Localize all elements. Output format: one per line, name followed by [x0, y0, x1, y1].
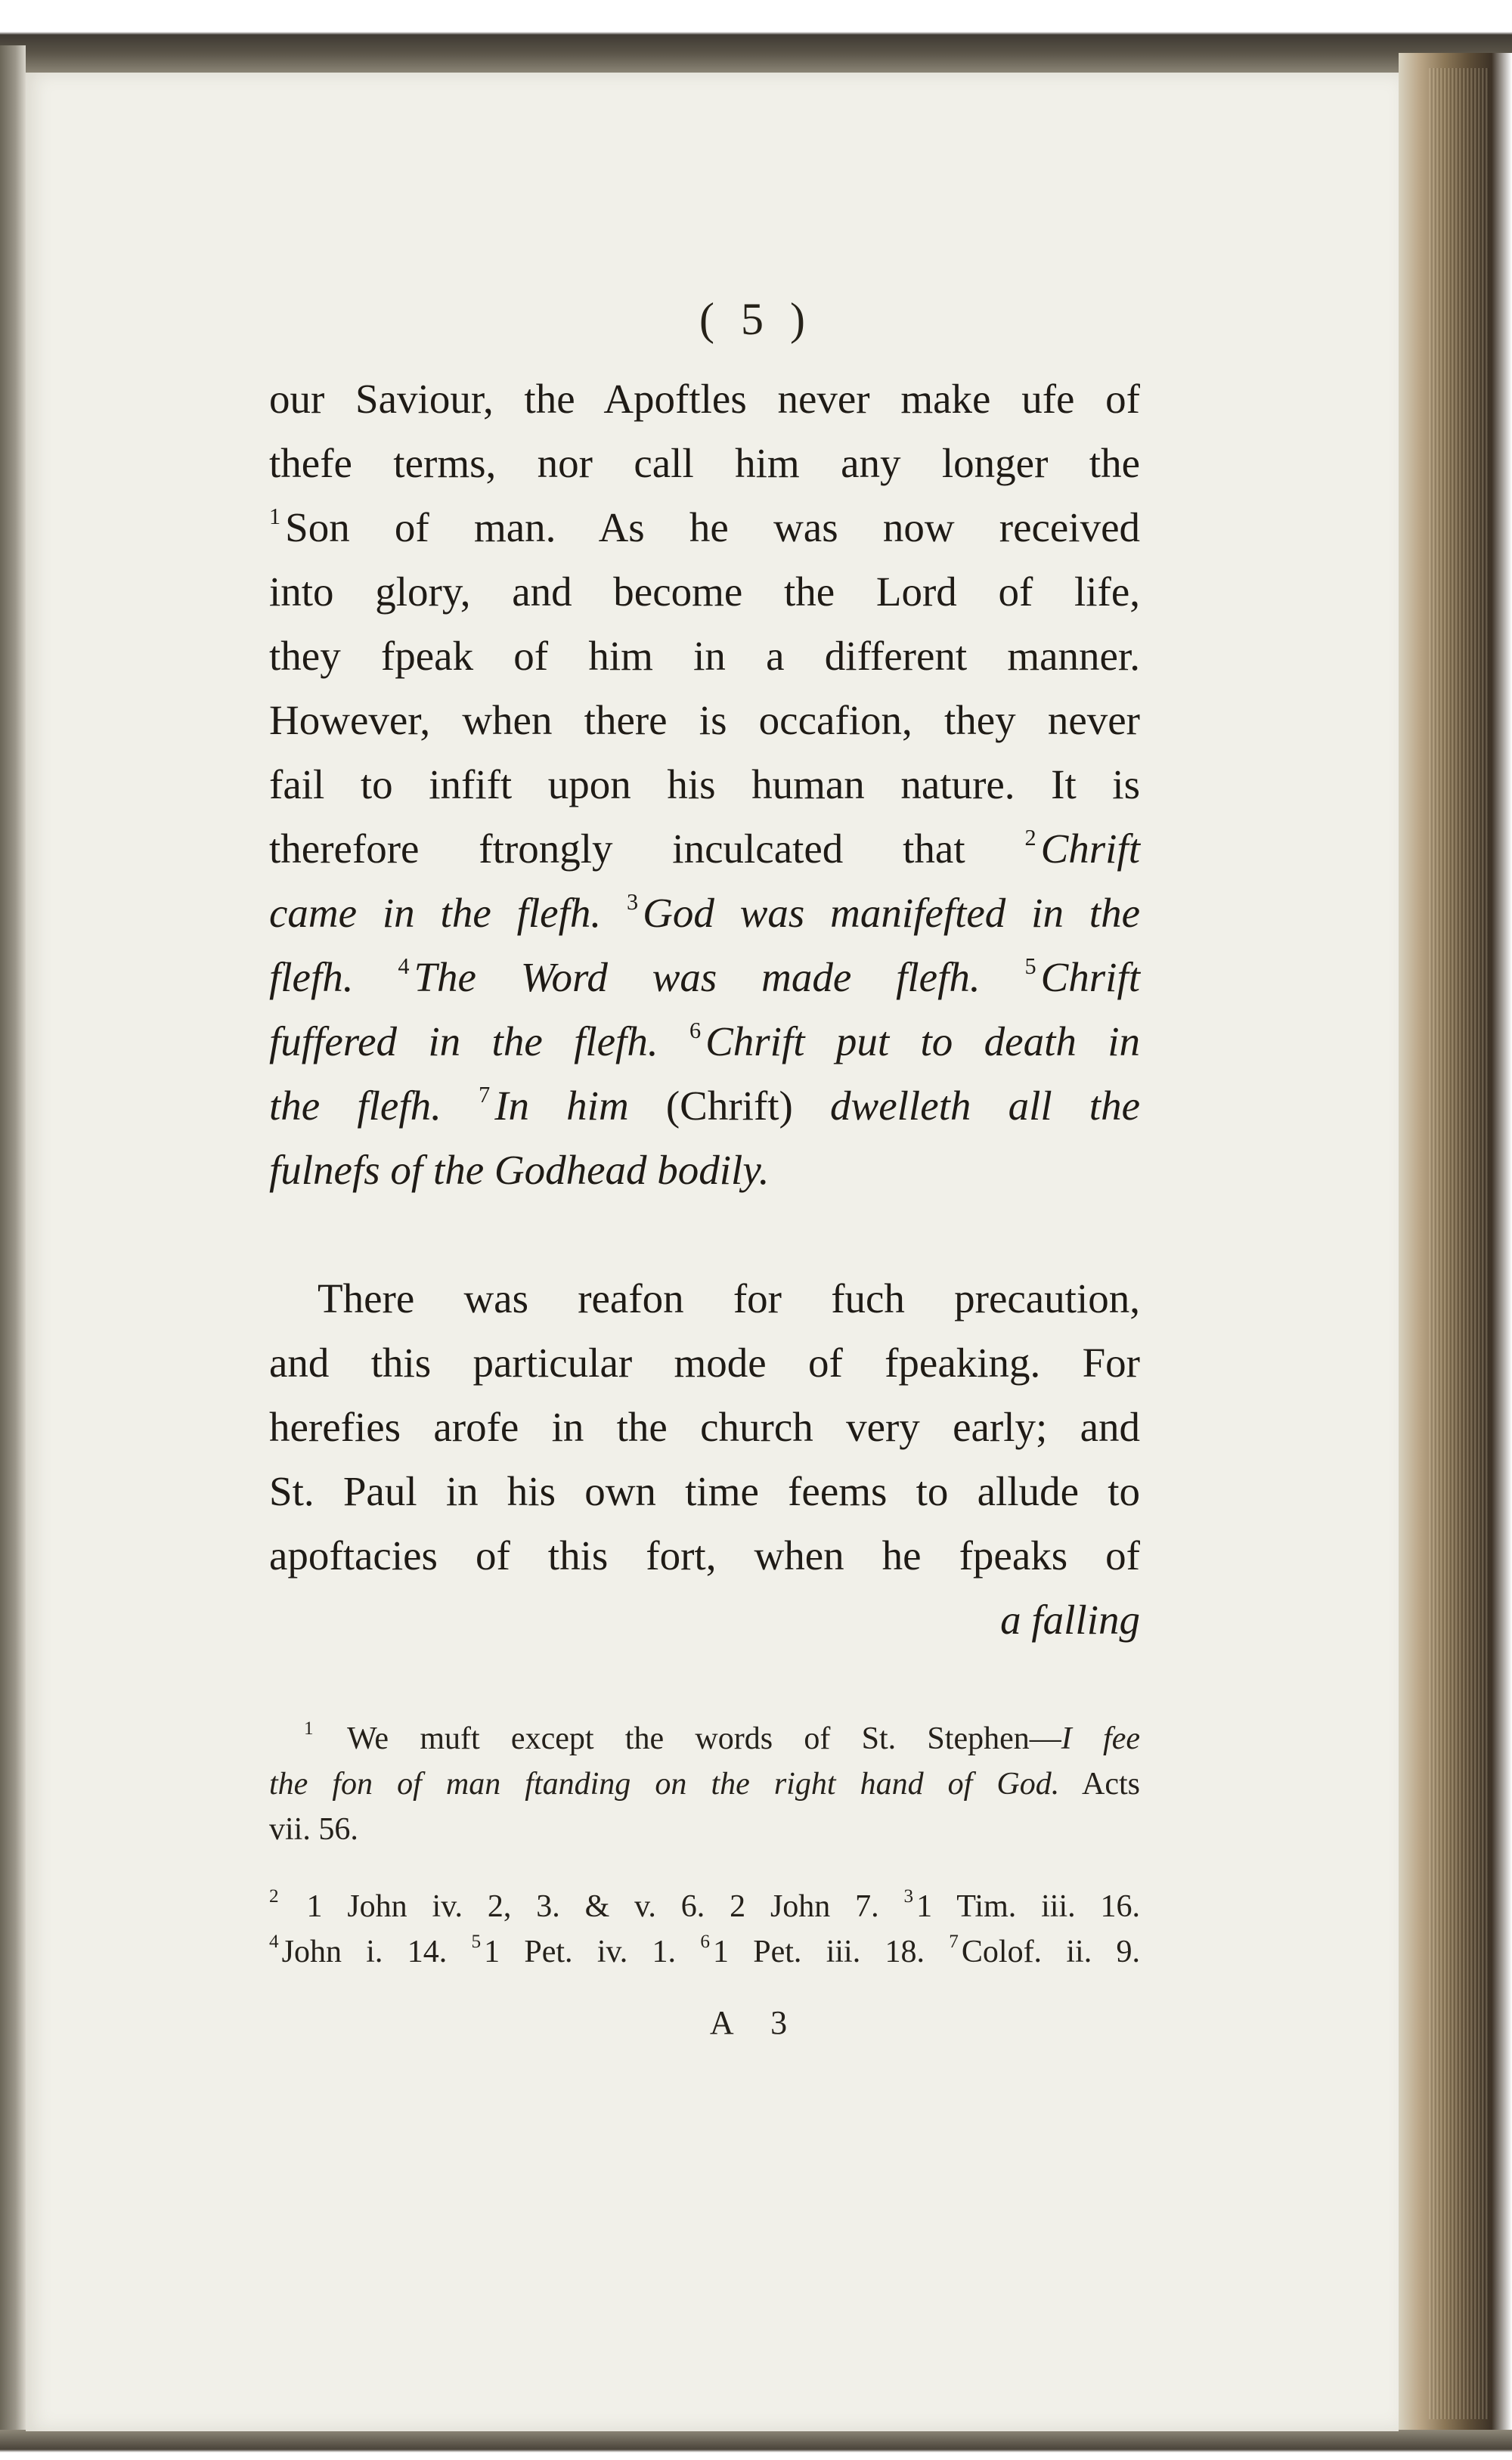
italic-text: came in the flefh. — [269, 890, 602, 936]
text-line — [269, 1395, 1140, 1459]
footnote-marker: 6 — [689, 1018, 702, 1044]
footnote-marker: 7 — [479, 1082, 491, 1108]
text-run: into glory, and become the Lord of life, — [269, 569, 1140, 615]
scan-frame-top — [0, 0, 1512, 83]
italic-text: fulnefs of the Godhead bodily. — [269, 1147, 770, 1193]
text-run: thefe terms, nor call him any longer the — [269, 440, 1140, 486]
italic-text: flefh. — [269, 954, 354, 1000]
footnote-marker: 3 — [626, 889, 639, 916]
scan-frame-bottom — [0, 2430, 1512, 2460]
text-run: St. Paul in his own time feems to allude to — [269, 1468, 1140, 1514]
text-line — [269, 367, 1140, 431]
text-line — [269, 431, 1140, 495]
text-line — [269, 881, 1140, 945]
text-run: apoftacies of this fort, when he fpeaks of — [269, 1532, 1140, 1579]
signature-mark: A 3 — [709, 2004, 803, 2041]
text-run: our Saviour, the Apoftles never make ufe of — [269, 376, 1140, 422]
text-run: John i. 14. — [281, 1935, 472, 1969]
text-run — [981, 954, 1025, 1000]
book-spine-edge — [0, 45, 26, 2442]
paragraph-gap — [269, 1202, 1140, 1266]
italic-text: a falling — [1000, 1597, 1140, 1643]
text-run: Colof. ii. 9. — [961, 1935, 1140, 1969]
text-run: There was reafon for fuch precaution, — [318, 1275, 1140, 1321]
footnote-marker: 2 — [269, 1886, 279, 1907]
text-run — [442, 1083, 479, 1129]
text-run: 1 Pet. iv. 1. — [484, 1935, 701, 1969]
italic-text: Chrift — [1040, 826, 1140, 872]
footnote-block — [269, 1716, 1140, 1852]
body-text — [269, 367, 1140, 1652]
footnote-line — [269, 1761, 1140, 1807]
text-line — [269, 1459, 1140, 1523]
text-run: vii. 56. — [269, 1812, 358, 1847]
text-line — [269, 688, 1140, 752]
footnote-gap — [269, 1852, 1140, 1884]
text-line — [269, 752, 1140, 816]
text-run: 1 Tim. iii. 16. — [916, 1889, 1140, 1924]
italic-text: The Word was made flefh. — [414, 954, 981, 1000]
footnote-marker: 2 — [1024, 825, 1036, 851]
text-line — [269, 1588, 1140, 1652]
footnote-marker: 5 — [471, 1932, 482, 1953]
footnote-line — [269, 1807, 1140, 1852]
footnote-marker: 1 — [304, 1718, 314, 1740]
footnote-marker: 4 — [269, 1932, 279, 1953]
footnote-marker: 5 — [1024, 953, 1036, 980]
italic-text: God was manifefted in the — [643, 890, 1141, 936]
italic-text: In him — [494, 1083, 629, 1129]
text-run: fail to infift upon his human nature. It is — [269, 761, 1140, 807]
italic-text: dwelleth all the — [830, 1083, 1140, 1129]
italic-text: the fon of man ftanding on the right hand of God. — [269, 1767, 1060, 1802]
footnotes — [269, 1716, 1140, 1975]
italic-text: I fee — [1061, 1721, 1140, 1756]
footnote-marker: 6 — [700, 1932, 710, 1953]
text-run: 1 Pet. iii. 18. — [712, 1935, 950, 1969]
text-run: herefies arofe in the church very early; and — [269, 1404, 1140, 1450]
text-line — [269, 1523, 1140, 1588]
text-line — [269, 1074, 1140, 1138]
text-line — [269, 1331, 1140, 1395]
text-run — [354, 954, 398, 1000]
text-line — [269, 624, 1140, 688]
text-line — [269, 816, 1140, 881]
footnote-line — [269, 1716, 1140, 1761]
text-line — [269, 495, 1140, 559]
italic-text: Chrift — [1040, 954, 1141, 1000]
text-run: they fpeak of him in a different manner. — [269, 633, 1140, 679]
footnote-line — [269, 1929, 1140, 1975]
text-line — [269, 945, 1140, 1009]
footnote-marker: 1 — [269, 503, 281, 530]
page-block-edges — [1429, 68, 1489, 2419]
italic-text: fuffered in the flefh. — [269, 1018, 658, 1064]
text-run: We muft except the words of St. Stephen— — [316, 1721, 1061, 1756]
footnote-line — [269, 1884, 1140, 1929]
footnote-marker: 3 — [903, 1886, 914, 1907]
text-line — [269, 1009, 1140, 1074]
footnote-marker: 7 — [949, 1932, 959, 1953]
italic-text: the flefh. — [269, 1083, 442, 1129]
text-line — [269, 1266, 1140, 1331]
text-run: Son of man. As he was now received — [285, 504, 1140, 550]
footnote-block — [269, 1884, 1140, 1975]
text-line — [269, 1138, 1140, 1202]
text-run: However, when there is occafion, they never — [269, 697, 1140, 743]
text-run — [601, 890, 627, 936]
text-run — [658, 1018, 689, 1064]
text-run: 1 John iv. 2, 3. & v. 6. 2 John 7. — [281, 1889, 904, 1924]
text-run: therefore ftrongly inculcated that — [269, 826, 1025, 872]
footnote-marker: 4 — [398, 953, 410, 980]
text-run: Acts — [1059, 1767, 1140, 1802]
text-line — [269, 559, 1140, 624]
text-run: (Chrift) — [628, 1083, 831, 1129]
italic-text: Chrift put to death in — [705, 1018, 1141, 1064]
paragraph — [269, 1266, 1140, 1652]
text-run: and this particular mode of fpeaking. For — [269, 1340, 1140, 1386]
page-number: ( 5 ) — [699, 294, 813, 344]
paragraph — [269, 367, 1140, 1202]
